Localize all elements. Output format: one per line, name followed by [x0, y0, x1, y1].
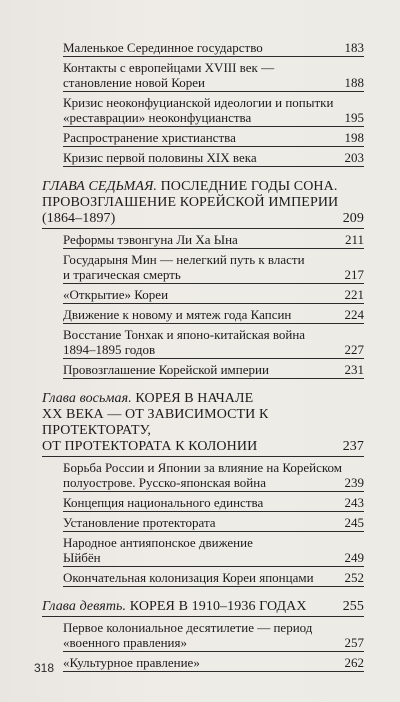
toc-entry-title [63, 362, 343, 377]
toc-entry [63, 287, 364, 304]
toc-entry-page-number: 227 [344, 342, 364, 357]
chapter-page-number: 237 [342, 439, 364, 454]
chapter-title-text: ПОСЛЕДНИЕ ГОДЫ СОНА. [156, 179, 338, 194]
toc-entry-title [63, 307, 343, 322]
toc-entry-title [63, 655, 343, 670]
toc-entry-title-line: Восстание Тонхак и японо-китайская война [63, 327, 306, 342]
chapter-title-text: КОРЕЯ В НАЧАЛЕ [131, 391, 254, 406]
toc-entry-title-line: Установление протектората [63, 515, 216, 530]
toc-entry-title-line: «реставрации» неоконфуцианства [63, 110, 252, 125]
toc-entry [63, 95, 364, 127]
toc-entry-title-line: Кризис неоконфуцианской идеологии и попытки [63, 95, 334, 110]
toc-entry-page-number: 249 [344, 550, 364, 565]
toc-entry-page-number: 217 [344, 267, 364, 282]
toc-entry-page-number: 203 [344, 150, 364, 165]
toc-entry-title-line: Борьба России и Японии за влияние на Корейском [63, 460, 343, 475]
chapter-number-label: Глава восьмая. [42, 391, 132, 406]
toc-entry-title [63, 40, 343, 55]
toc-entry-title [63, 620, 343, 650]
toc-entry-title-line: Распространение христианства [63, 130, 236, 145]
toc-entry [63, 40, 364, 57]
toc-entry [63, 252, 364, 284]
chapter-title-line: ОТ ПРОТЕКТОРАТА К КОЛОНИИ [42, 439, 258, 454]
toc-entry-page-number: 221 [344, 287, 364, 302]
toc-entry-title [63, 232, 343, 247]
toc-entry-title [63, 327, 343, 357]
chapter-list [42, 179, 364, 672]
toc-entry [63, 307, 364, 324]
toc-entry-title-line: Контакты с европейцами XVIII век — [63, 60, 275, 75]
chapter-title-line [42, 391, 341, 407]
chapter-title-line: (1864–1897) [42, 211, 116, 226]
toc-entry-page-number: 211 [344, 232, 364, 247]
toc-entry [63, 655, 364, 672]
toc-entry-title-line: Провозглашение Корейской империи [63, 362, 269, 377]
toc-entry-title [63, 252, 343, 282]
chapter-title-text: КОРЕЯ В 1910–1936 ГОДАХ [126, 599, 307, 614]
toc-entry-page-number: 198 [344, 130, 364, 145]
toc-entry [63, 327, 364, 359]
toc-entry-title [63, 495, 343, 510]
toc-entry-title-line: «военного правления» [63, 635, 187, 650]
toc-entry [63, 232, 364, 249]
chapter-page-number: 255 [342, 599, 364, 614]
toc-entry-title [63, 150, 343, 165]
chapter-number-label: Глава девять. [42, 599, 127, 614]
chapter-number-label: ГЛАВА СЕДЬМАЯ. [42, 179, 157, 194]
chapter-title-line: ПРОВОЗГЛАШЕНИЕ КОРЕЙСКОЙ ИМПЕРИИ [42, 195, 339, 210]
chapter-section-continued [42, 40, 364, 167]
toc-entry-page-number: 224 [344, 307, 364, 322]
toc-entry-page-number: 252 [344, 570, 364, 585]
page-number: 318 [34, 661, 55, 675]
chapter-section [42, 179, 364, 379]
chapter-title [42, 179, 341, 227]
toc-entry [63, 620, 364, 652]
chapter-title-line [42, 179, 341, 195]
toc-entry-page-number: 262 [344, 655, 364, 670]
chapter-title-line: XX ВЕКА — ОТ ЗАВИСИМОСТИ К ПРОТЕКТОРАТУ, [42, 407, 269, 438]
chapter-section [42, 599, 364, 672]
toc-entry-page-number: 231 [344, 362, 364, 377]
toc-entry-page-number: 183 [344, 40, 364, 55]
chapter-title [42, 391, 341, 455]
toc-entry-title [63, 95, 343, 125]
chapter-section [42, 391, 364, 587]
toc-entry-title [63, 515, 343, 530]
chapter-title [42, 599, 341, 615]
toc-entry-page-number: 195 [344, 110, 364, 125]
toc-entry [63, 150, 364, 167]
toc-entry-title-line: Государыня Мин — нелегкий путь к власти [63, 252, 305, 267]
toc-entry-title-line: становление новой Кореи [63, 75, 205, 90]
toc-entry-title-line: Кризис первой половины XIX века [63, 150, 257, 165]
toc-entry-title-line: Движение к новому и мятеж года Капсин [63, 307, 292, 322]
toc-entry-title [63, 570, 343, 585]
toc-entry [63, 460, 364, 492]
table-of-contents [42, 40, 364, 684]
toc-entry [63, 495, 364, 512]
toc-entry-title-line: Ыйбён [63, 550, 101, 565]
toc-entry [63, 130, 364, 147]
toc-entry [63, 60, 364, 92]
toc-entry-title-line: и трагическая смерть [63, 267, 181, 282]
toc-entry-title [63, 130, 343, 145]
chapter-heading [42, 599, 364, 617]
toc-entry [63, 535, 364, 567]
toc-entry-title-line: Маленькое Серединное государство [63, 40, 263, 55]
toc-entry [63, 515, 364, 532]
toc-entry-title [63, 287, 343, 302]
chapter-heading [42, 179, 364, 229]
toc-entry-title-line: Народное антияпонское движение [63, 535, 253, 550]
toc-entry-page-number: 188 [344, 75, 364, 90]
toc-entry-title [63, 60, 343, 90]
toc-entry-title-line: «Культурное правление» [63, 655, 200, 670]
toc-entry-page-number: 239 [344, 475, 364, 490]
toc-entry-title-line: Концепция национального единства [63, 495, 264, 510]
chapter-heading [42, 391, 364, 457]
chapter-title-line [42, 599, 341, 615]
toc-entry [63, 362, 364, 379]
chapter-page-number: 209 [342, 211, 364, 226]
toc-entry-title [63, 460, 343, 490]
toc-entry-title [63, 535, 343, 565]
toc-entry-title-line: Окончательная колонизация Кореи японцами [63, 570, 314, 585]
toc-entry-page-number: 245 [344, 515, 364, 530]
toc-entry-title-line: полуострове. Русско-японская война [63, 475, 266, 490]
toc-entry-title-line: Первое колониальное десятилетие — период [63, 620, 313, 635]
toc-entry-page-number: 243 [344, 495, 364, 510]
toc-entry-title-line: «Открытие» Кореи [63, 287, 169, 302]
toc-entry-title-line: 1894–1895 годов [63, 342, 156, 357]
toc-entry [63, 570, 364, 587]
toc-entry-title-line: Реформы тэвонгуна Ли Ха Ына [63, 232, 238, 247]
toc-entry-page-number: 257 [344, 635, 364, 650]
